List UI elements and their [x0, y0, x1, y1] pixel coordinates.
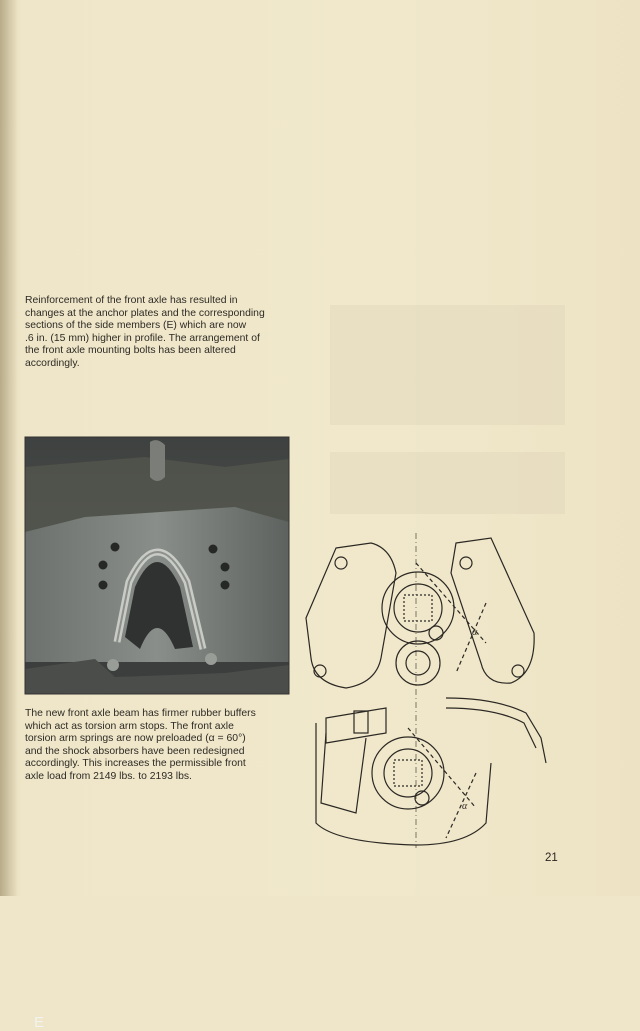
front-axle-drawing: [296, 523, 558, 853]
page-number: 21: [545, 852, 558, 864]
side-member-label-e: E: [34, 1014, 45, 1031]
bleed-through-block: [330, 452, 565, 514]
paragraph-reinforcement: Reinforcement of the front axle has resulted in changes at the anchor plates and the corresponding sections of the side members (E) which are now .6 in. (15 mm) higher in profile. The arrangement of the front axle mounting bolts has been altered accordingly.: [25, 295, 265, 369]
bleed-through-block: [330, 305, 565, 425]
binding-gutter-shadow: [0, 0, 18, 896]
paragraph-axle-beam: The new front axle beam has firmer rubber buffers which act as torsion arm stops. The front axle torsion arm springs are now preloaded (α = 60°) and the shock absorbers have been redesigned accordingly. This increases the permissible front axle load from 2149 lbs. to 2193 lbs.: [25, 708, 256, 782]
right-torsion-arm-plate: [451, 538, 534, 683]
shock-absorber: [326, 708, 386, 743]
front-axle-technical-drawing: [296, 523, 558, 853]
angle-label-upper: α: [472, 627, 478, 638]
lower-axle-tube: [372, 737, 444, 809]
front-axle-photo-image: [25, 437, 289, 694]
angle-label-lower: α: [462, 801, 468, 812]
